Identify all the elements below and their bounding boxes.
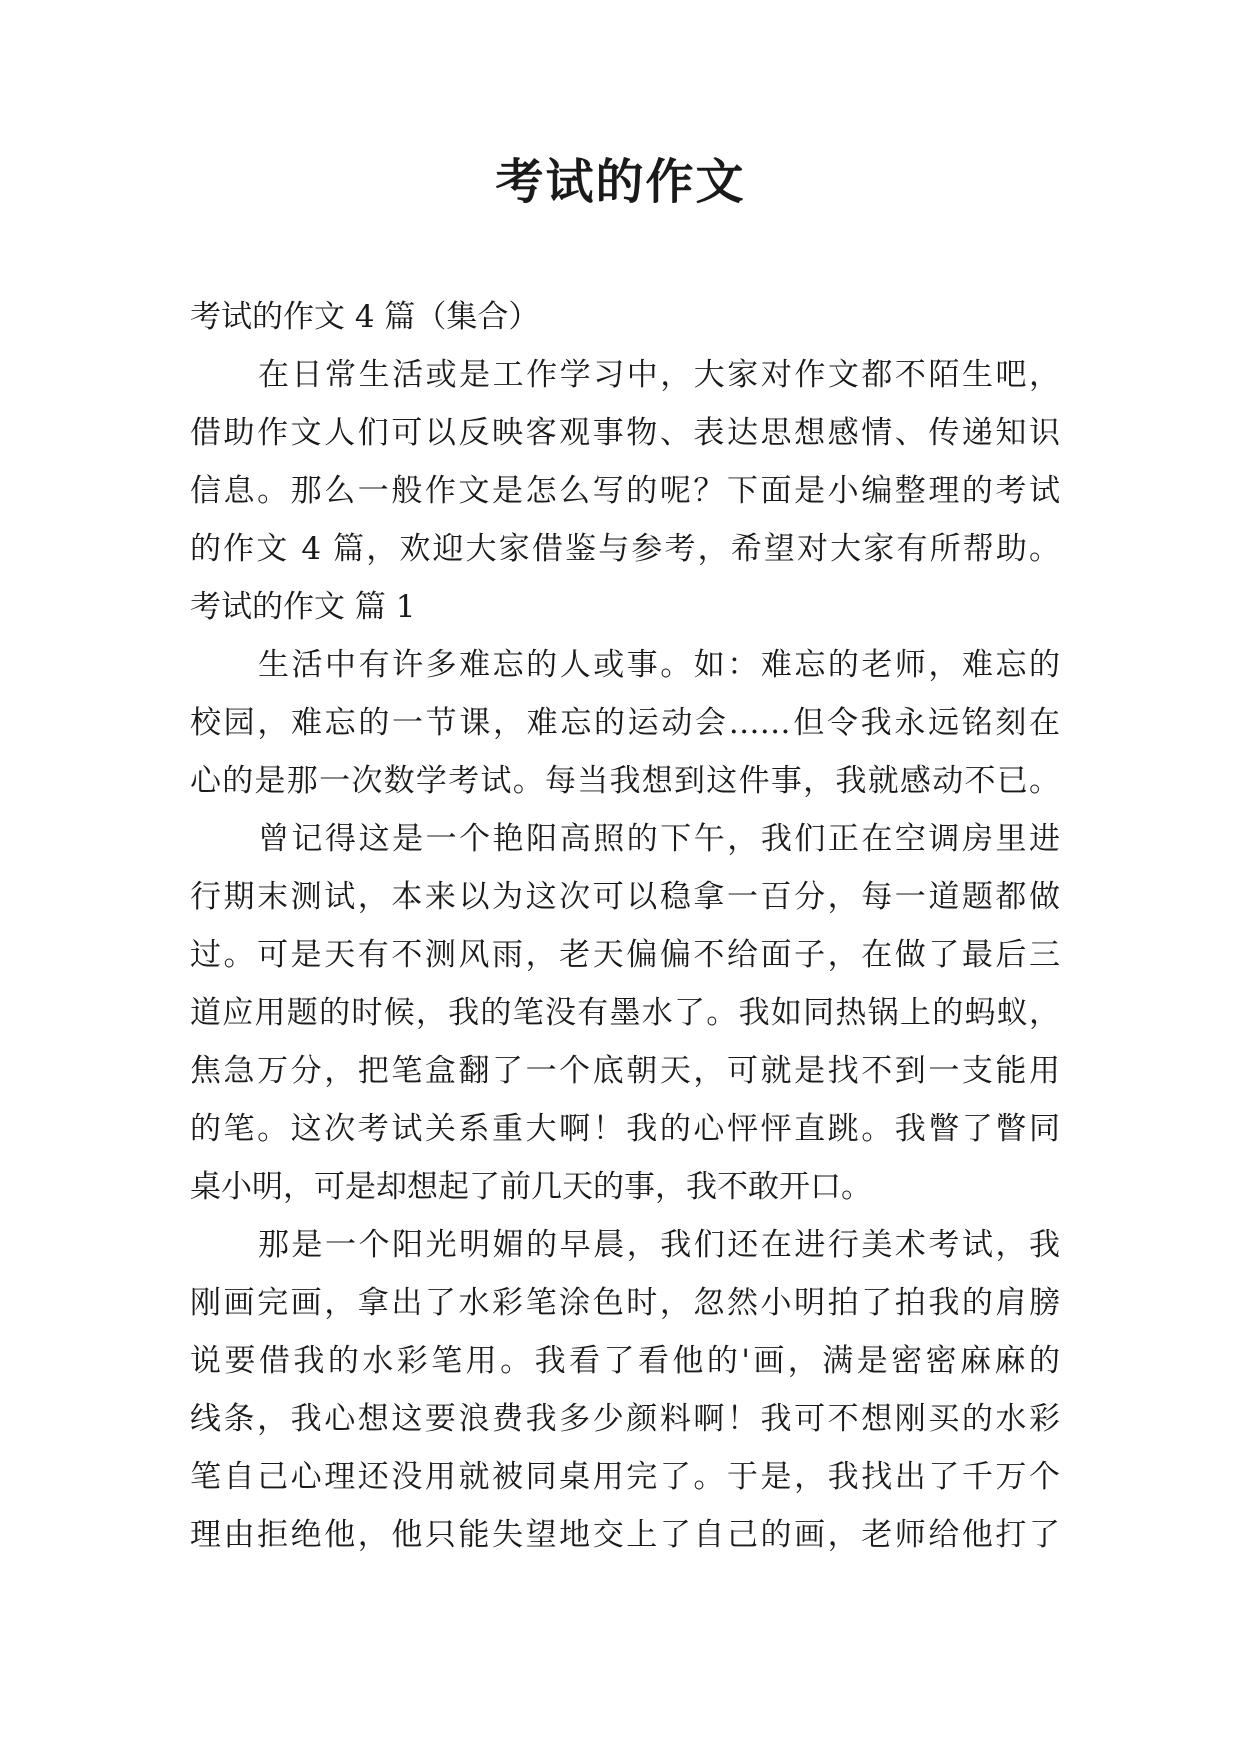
body-line: 刚画完画，拿出了水彩笔涂色时，忽然小明拍了拍我的肩膀 [190,1285,1060,1321]
body-line: 线条，我心想这要浪费我多少颜料啊！我可不想刚买的水彩 [190,1401,1060,1437]
body-line: 焦急万分，把笔盒翻了一个底朝天，可就是找不到一支能用 [190,1053,1060,1089]
body-line: 校园，难忘的一节课，难忘的运动会……但令我永远铭刻在 [190,705,1060,741]
body-line: 的作文 4 篇，欢迎大家借鉴与参考，希望对大家有所帮助。 [190,531,1060,567]
body-line: 过。可是天有不测风雨，老天偏偏不给面子，在做了最后三 [190,937,1060,973]
body-line: 信息。那么一般作文是怎么写的呢？下面是小编整理的考试 [190,473,1060,509]
section-heading: 考试的作文 篇 1 [190,589,416,625]
document-title: 考试的作文 [495,154,746,210]
body-line: 心的是那一次数学考试。每当我想到这件事，我就感动不已。 [190,763,1060,799]
body-line: 在日常生活或是工作学习中，大家对作文都不陌生吧， [258,357,1060,393]
body-line: 生活中有许多难忘的人或事。如：难忘的老师，难忘的 [258,647,1060,683]
body-line: 道应用题的时候，我的笔没有墨水了。我如同热锅上的蚂蚁， [190,995,1060,1031]
body-line: 的笔。这次考试关系重大啊！我的心怦怦直跳。我瞥了瞥同 [190,1111,1060,1147]
body-line: 说要借我的水彩笔用。我看了看他的'画，满是密密麻麻的 [190,1343,1060,1379]
body-line: 曾记得这是一个艳阳高照的下午，我们正在空调房里进 [258,821,1060,857]
body-line: 那是一个阳光明媚的早晨，我们还在进行美术考试，我 [258,1227,1060,1263]
subtitle-line: 考试的作文 4 篇（集合） [190,299,540,335]
body-line: 笔自己心理还没用就被同桌用完了。于是，我找出了千万个 [190,1459,1060,1495]
body-line: 借助作文人们可以反映客观事物、表达思想感情、传递知识 [190,415,1060,451]
body-line: 理由拒绝他，他只能失望地交上了自己的画，老师给他打了 [190,1517,1060,1553]
document-body [190,288,1060,1564]
body-line: 桌小明，可是却想起了前几天的事，我不敢开口。 [190,1169,872,1205]
body-line: 行期末测试，本来以为这次可以稳拿一百分，每一道题都做 [190,879,1060,915]
